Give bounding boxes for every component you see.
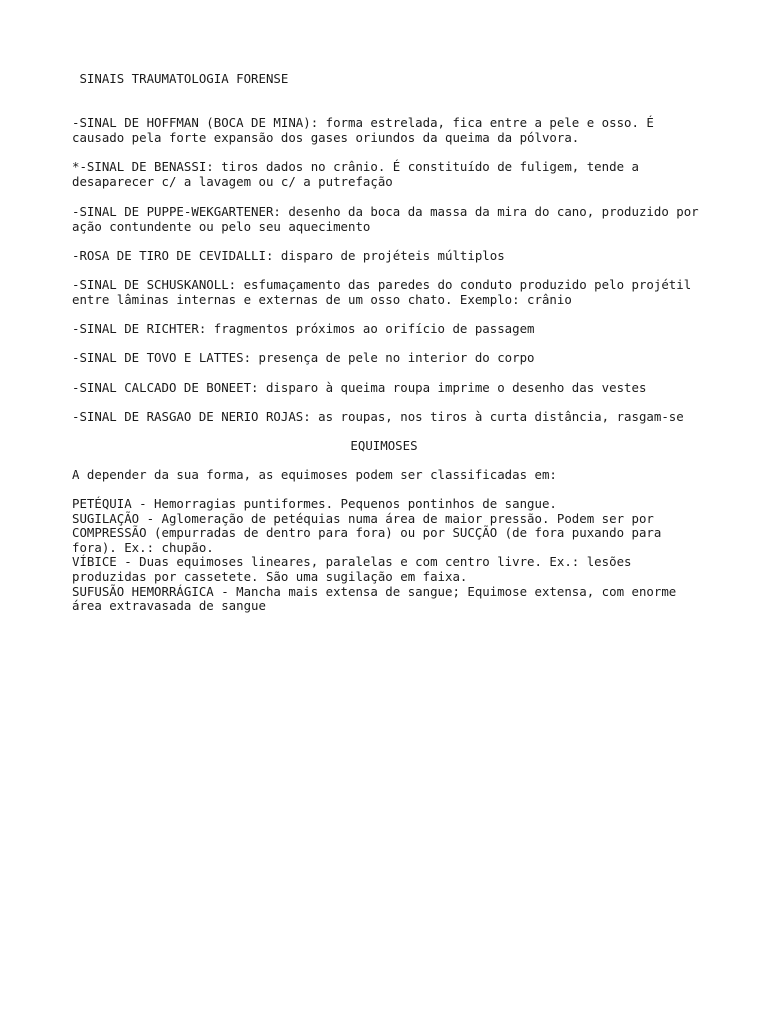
classification-sugilacao: SUGILAÇÃO - Aglomeração de petéquias numa área de maior pressão. Podem ser por COMPRESSÃO (empurradas de dentro para fora) ou por SUCÇÃO (de fora puxando para fora). Ex.: chupão. — [72, 510, 662, 555]
document-title: SINAIS TRAUMATOLOGIA FORENSE — [72, 71, 289, 86]
paragraph-puppe-wekgartener: -SINAL DE PUPPE-WEKGARTENER: desenho da boca da massa da mira do cano, produzido por ação contundente ou pelo seu aquecimento — [72, 204, 699, 234]
paragraph-calcado-boneet: -SINAL CALCADO DE BONEET: disparo à queima roupa imprime o desenho das vestes — [72, 380, 647, 395]
section-heading-equimoses: EQUIMOSES — [350, 438, 418, 453]
paragraph-nerio-rojas: -SINAL DE RASGAO DE NERIO ROJAS: as roupas, nos tiros à curta distância, rasgam-se — [72, 409, 684, 424]
paragraph-tovo-lattes: -SINAL DE TOVO E LATTES: presença de pele no interior do corpo — [72, 350, 535, 365]
paragraph-schuskanoll: -SINAL DE SCHUSKANOLL: esfumaçamento das paredes do conduto produzido pelo projétil entre lâminas internas e externas de um osso chato. Exemplo: crânio — [72, 277, 692, 307]
paragraph-cevidalli: -ROSA DE TIRO DE CEVIDALLI: disparo de projéteis múltiplos — [72, 248, 505, 263]
paragraph-hoffman: -SINAL DE HOFFMAN (BOCA DE MINA): forma estrelada, fica entre a pele e osso. É causado pela forte expansão dos gases oriundos da queima da pólvora. — [72, 115, 654, 145]
paragraph-richter: -SINAL DE RICHTER: fragmentos próximos ao orifício de passagem — [72, 321, 535, 336]
classification-vibice: VÍBICE - Duas equimoses lineares, paralelas e com centro livre. Ex.: lesões produzidas por cassetete. São uma sugilação em faixa. — [72, 554, 632, 584]
classification-sufusao: SUFUSÃO HEMORRÁGICA - Mancha mais extensa de sangue; Equimose extensa, com enorme área extravasada de sangue — [72, 583, 677, 614]
equimoses-intro: A depender da sua forma, as equimoses podem ser classificadas em: — [72, 467, 557, 482]
equimoses-classification-list — [72, 497, 712, 614]
paragraph-benassi: *-SINAL DE BENASSI: tiros dados no crânio. É constituído de fuligem, tende a desaparecer c/ a lavagem ou c/ a putrefação — [72, 159, 639, 189]
classification-petequia: PETÉQUIA - Hemorragias puntiformes. Pequenos pontinhos de sangue. — [72, 496, 557, 511]
